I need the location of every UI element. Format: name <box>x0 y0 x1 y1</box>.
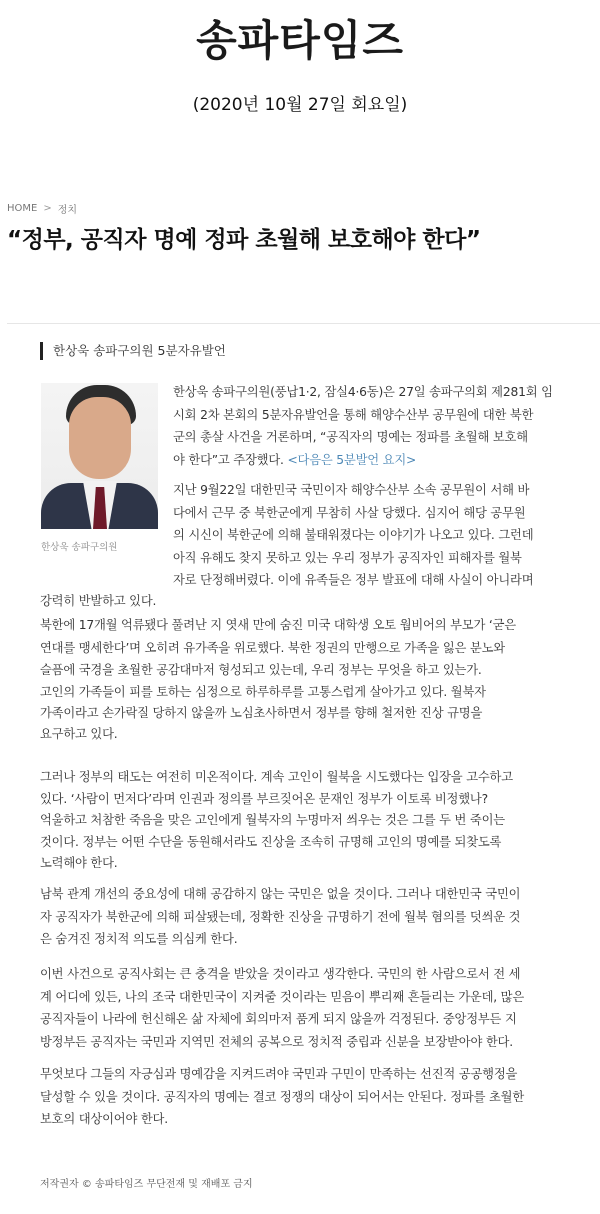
chevron-right-icon: > <box>43 203 52 214</box>
paragraph-8 <box>40 1063 524 1131</box>
text-line: 자로 단정해버렸다. 이에 유족들은 정부 발표에 대해 사실이 아니라며 <box>173 573 534 587</box>
text-line: 자 공직자가 북한군에 의해 피살됐는데, 정확한 진상을 규명하기 전에 월북 혐의를 덧씌운 것 <box>40 909 521 924</box>
text-line: 공직자들이 나라에 헌신해온 삶 자체에 회의마저 품게 되지 않을까 걱정된다. 중앙정부든 지 <box>40 1012 517 1026</box>
text-line: 이번 사건으로 공직사회는 큰 충격을 받았을 것이라고 생각한다. 국민의 한 사람으로서 전 세 <box>40 967 521 981</box>
text-line: 슬픔에 국경을 초월한 공감대마저 형성되고 있는데, 우리 정부는 무엇을 하고 있는가. <box>40 663 482 677</box>
text-line: 연대를 맹세한다’며 오히려 유가족을 위로했다. 북한 정권의 만행으로 가족을 잃은 분노와 <box>40 640 505 655</box>
text-line: 요구하고 있다. <box>40 727 118 741</box>
text-line: 강력히 반발하고 있다. <box>40 594 157 608</box>
issue-date: (2020년 10월 27일 회요일) <box>192 95 408 115</box>
text-line: 군의 총살 사건을 거론하며, “공직자의 명예는 정파를 초월해 보호해 <box>173 430 528 444</box>
paragraph-6 <box>40 883 520 951</box>
text-line: 은 숨겨진 정치적 의도를 의심케 한다. <box>40 932 238 946</box>
text-line: 것이다. 정부는 어떤 수단을 동원해서라도 진상을 조속히 규명해 고인의 명예를 되찾도록 <box>40 834 502 849</box>
text-line: 아직 유해도 찾지 못하고 있는 우리 정부가 공직자인 피해자를 월북 <box>173 550 522 565</box>
portrait-photo-icon[interactable] <box>41 383 158 529</box>
text-fragment: 야 한다”고 주장했다. <box>173 452 284 467</box>
text-line: 있다. ‘사람이 먼저다’라며 인권과 정의를 부르짖어온 문재인 정부가 이토록 비정했나? <box>40 791 488 806</box>
paragraph-3 <box>40 614 516 682</box>
breadcrumb <box>7 201 77 216</box>
text-line: 가족이라고 손가락질 당하지 않을까 노심초사하면서 정부를 향해 철저한 진상 규명을 <box>40 706 483 720</box>
text-line: 그러나 정부의 태도는 여전히 미온적이다. 계속 고인이 월북을 시도했다는 입장을 고수하고 <box>40 770 513 784</box>
text-line: 남북 관계 개선의 중요성에 대해 공감하지 않는 국민은 없을 것이다. 그러나 대한민국 국민이 <box>40 887 521 901</box>
text-line: 무엇보다 그들의 자긍심과 명예감을 지켜드려야 국민과 구민이 만족하는 선진적 공공행정을 <box>40 1067 518 1081</box>
breadcrumb-section[interactable]: 정치 <box>57 205 78 216</box>
breadcrumb-home[interactable]: HOME <box>7 203 38 214</box>
photo-figure <box>41 383 158 553</box>
paragraph-7 <box>40 963 524 1053</box>
header-divider <box>7 323 600 324</box>
site-logo[interactable]: 송파타임즈 <box>196 16 404 65</box>
paragraph-2-continued <box>40 590 156 613</box>
text-line: 시회 2차 본회의 5분자유발언을 통해 해양수산부 공무원에 대한 북한 <box>173 407 534 422</box>
text-line <box>173 449 553 472</box>
article-subhead: 한상욱 송파구의원 5분자유발언 <box>40 342 226 360</box>
text-line: 달성할 수 있을 것이다. 공직자의 명예는 결코 정쟁의 대상이 되어서는 안된다. 정파를 초월한 <box>40 1089 525 1104</box>
text-line: 보호의 대상이어야 한다. <box>40 1112 168 1126</box>
text-line: 지난 9월22일 대한민국 국민이자 해양수산부 소속 공무원이 서해 바 <box>173 483 530 497</box>
copyright-notice: 저작권자 © 송파타임즈 무단전재 및 재배포 금지 <box>40 1179 253 1190</box>
text-line: 방정부든 공직자는 국민과 지역민 전체의 공복으로 정치적 중립과 신분을 보장받아야 한다. <box>40 1034 513 1049</box>
text-line: 고인의 가족들이 피를 토하는 심정으로 하루하루를 고통스럽게 살아가고 있다. 월북자 <box>40 685 486 699</box>
summary-link[interactable]: <다음은 5분발언 요지> <box>287 452 417 467</box>
text-line: 억울하고 처참한 죽음을 맞은 고인에게 월북자의 누명마저 씌우는 것은 그를 두 번 죽이는 <box>40 813 505 827</box>
text-line: 한상욱 송파구의원(풍납1·2, 잠실4·6동)은 27일 송파구의회 제281회 임 <box>173 385 553 399</box>
photo-caption: 한상욱 송파구의원 <box>41 542 118 553</box>
text-line: 노력해야 한다. <box>40 856 118 870</box>
text-line: 북한에 17개월 억류됐다 풀려난 지 엿새 만에 숨진 미국 대학생 오토 웜비어의 부모가 ‘굳은 <box>40 618 516 632</box>
paragraph-4 <box>40 682 486 745</box>
article-headline: “정부, 공직자 명예 정파 초월해 보호해야 한다” <box>7 227 481 253</box>
paragraph-1 <box>173 381 553 471</box>
paragraph-2 <box>173 479 533 592</box>
paragraph-5 <box>40 767 513 875</box>
text-line: 계 어디에 있든, 나의 조국 대한민국이 지켜줄 것이라는 믿음이 뿌리째 흔들리는 가운데, 많은 <box>40 989 525 1004</box>
text-line: 다에서 근무 중 북한군에게 무참히 사살 당했다. 심지어 해당 공무원 <box>173 505 526 520</box>
text-line: 의 시신이 북한군에 의해 불태워졌다는 이야기가 나오고 있다. 그런데 <box>173 528 534 542</box>
